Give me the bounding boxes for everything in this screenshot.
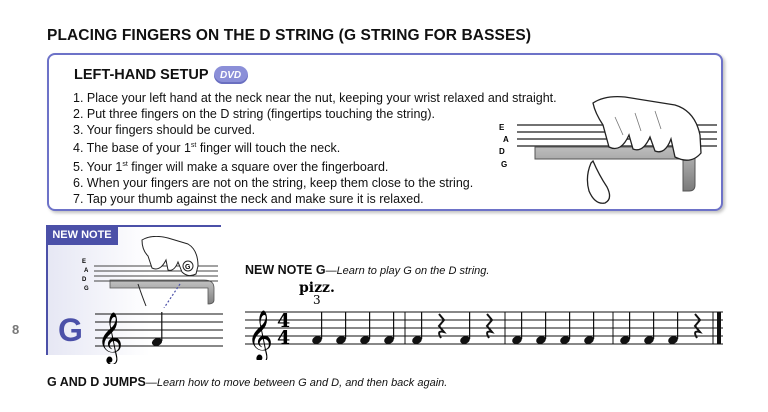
next-exercise-title [47,375,447,389]
exercise-staff [243,280,728,360]
pizz-marking: pizz. [299,280,335,296]
new-note-staff [95,302,225,364]
dvd-icon[interactable]: DVD [214,66,248,84]
page-number: 8 [12,322,20,337]
setup-step: 4. The base of your 1st finger will touch the neck. [73,141,341,156]
string-label: E [499,123,505,132]
next-exercise-title-bold: G AND D JUMPS [47,375,146,389]
section-title: PLACING FINGERS ON THE D STRING (G STRING FOR BASSES) [47,27,532,44]
treble-clef-icon: 𝄞 [247,310,274,360]
exercise-title-bold: NEW NOTE G [245,263,326,277]
svg-text:D: D [82,277,87,283]
setup-steps-list [73,91,557,208]
setup-step: 6. When your fingers are not on the string, keep them close to the string. [73,176,474,191]
setup-step: 1. Place your left hand at the neck near the nut, keeping your wrist relaxed and straight. [73,91,557,105]
finger-number: 3 [313,293,321,307]
setup-heading-text: LEFT-HAND SETUP [74,67,209,83]
quarter-rest [439,314,444,338]
svg-text:E: E [82,259,87,265]
string-label: G [501,160,508,169]
setup-step: 2. Put three fingers on the D string (fingertips touching the string). [73,106,435,121]
exercise-title [245,263,489,277]
string-label: A [503,135,509,144]
new-note-hand-illustration [80,236,220,308]
svg-text:A: A [84,268,89,274]
new-note-letter: G [58,312,83,348]
setup-heading [74,66,248,84]
left-hand-illustration [495,95,720,205]
next-exercise-title-italic: —Learn how to move between G and D, and then back again. [145,377,448,389]
time-signature-bottom: 4 [277,327,291,349]
exercise-title-italic: —Learn to play G on the D string. [325,265,490,277]
string-label: D [499,147,505,156]
new-note-tab: NEW NOTE [46,225,118,245]
quarter-rest [487,314,492,338]
time-signature-top: 4 [277,310,291,332]
finger-note-label: G [185,264,191,271]
notes-layer [311,312,700,345]
setup-step: 3. Your fingers should be curved. [73,122,256,137]
setup-step: 5. Your 1st finger will make a square over the fingerboard. [73,160,389,175]
svg-text:G: G [84,286,89,292]
quarter-rest [695,314,700,338]
setup-step: 7. Tap your thumb against the neck and make sure it is relaxed. [73,192,424,207]
treble-clef-icon: 𝄞 [97,312,124,363]
